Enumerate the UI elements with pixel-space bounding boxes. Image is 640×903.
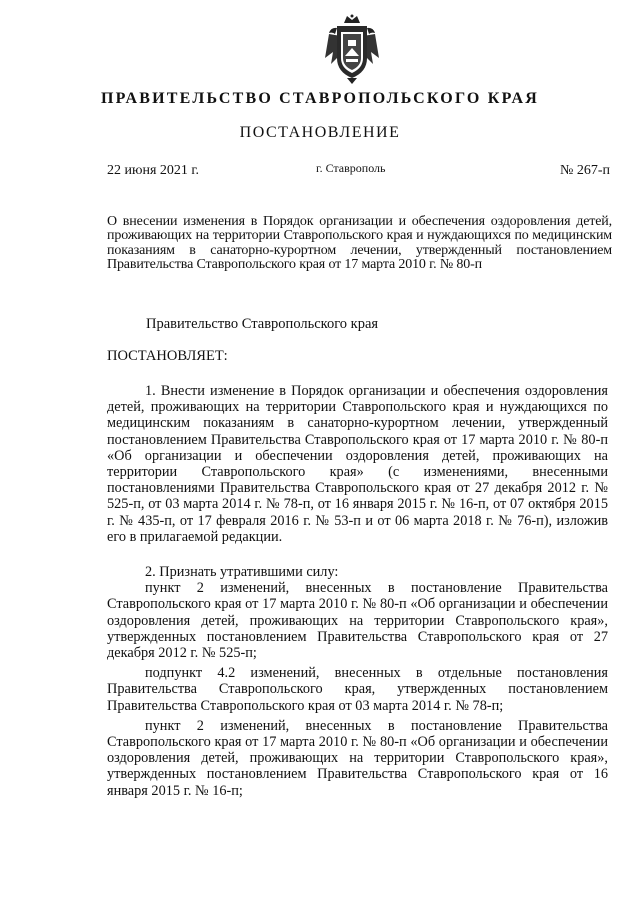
coat-of-arms-icon	[323, 14, 381, 84]
document-type: ПОСТАНОВЛЕНИЕ	[239, 124, 401, 141]
resolves-heading: ПОСТАНОВЛЯЕТ:	[107, 348, 228, 364]
list-item: пункт 2 изменений, внесенных в постановление Правительства Ставропольского края от 17 марта 2010 г. № 80-п «Об организации и обеспечении оздоровления детей, проживающих на территории Ставропольского края», утвержденных постановлением Правительства Ставропольского края от 16 января 2015 г. № 16-п;	[107, 717, 608, 799]
document-subject: О внесении изменения в Порядок организации и обеспечения оздоровления детей, проживающих на территории Ставропольского края и нуждающихся по медицинским показаниям в санаторно-курортном лечении, утвержденный постановлением Правительства Ставропольского края от 17 марта 2010 г. № 80-п	[107, 214, 612, 272]
organization-title: ПРАВИТЕЛЬСТВО СТАВРОПОЛЬСКОГО КРАЯ	[100, 90, 540, 107]
paragraph-2: 2. Признать утратившими силу:	[145, 564, 339, 581]
list-item: пункт 2 изменений, внесенных в постановление Правительства Ставропольского края от 17 марта 2010 г. № 80-п «Об организации и обеспечении оздоровления детей, проживающих на территории Ставропольского края», утвержденных постановлением Правительства Ставропольского края от 27 декабря 2012 г. № 525-п;	[107, 580, 608, 662]
document-number: № 267-п	[559, 163, 610, 178]
list-item: подпункт 4.2 изменений, внесенных в отдельные постановления Правительства Ставропольского края, утвержденных постановлением Правительства Ставропольского края от 03 марта 2014 г. № 78-п;	[107, 665, 608, 714]
document-body	[107, 383, 608, 799]
document-date: 22 июня 2021 г.	[107, 163, 200, 178]
issuing-body: Правительство Ставропольского края	[146, 316, 379, 332]
document-city: г. Ставрополь	[316, 161, 386, 175]
paragraph-1: 1. Внести изменение в Порядок организации и обеспечения оздоровления детей, проживающих на территории Ставропольского края и нуждающихся по медицинским показаниям в санаторно-курортном лечении, утвержденный постановлением Правительства Ставропольского края от 17 марта 2010 г. № 80-п «Об организации и обеспечении оздоровления детей, проживающих на территории Ставропольского края» (с изменениями, внесенными постановлениями Правительства Ставропольского края от 27 декабря 2012 г. № 525-п, от 03 марта 2014 г. № 78-п, от 16 января 2015 г. № 16-п, от 07 октября 2015 г. № 435-п, от 17 февраля 2016 г. № 53-п и от 06 марта 2018 г. № 76-п), изложив его в прилагаемой редакции.	[107, 383, 608, 545]
